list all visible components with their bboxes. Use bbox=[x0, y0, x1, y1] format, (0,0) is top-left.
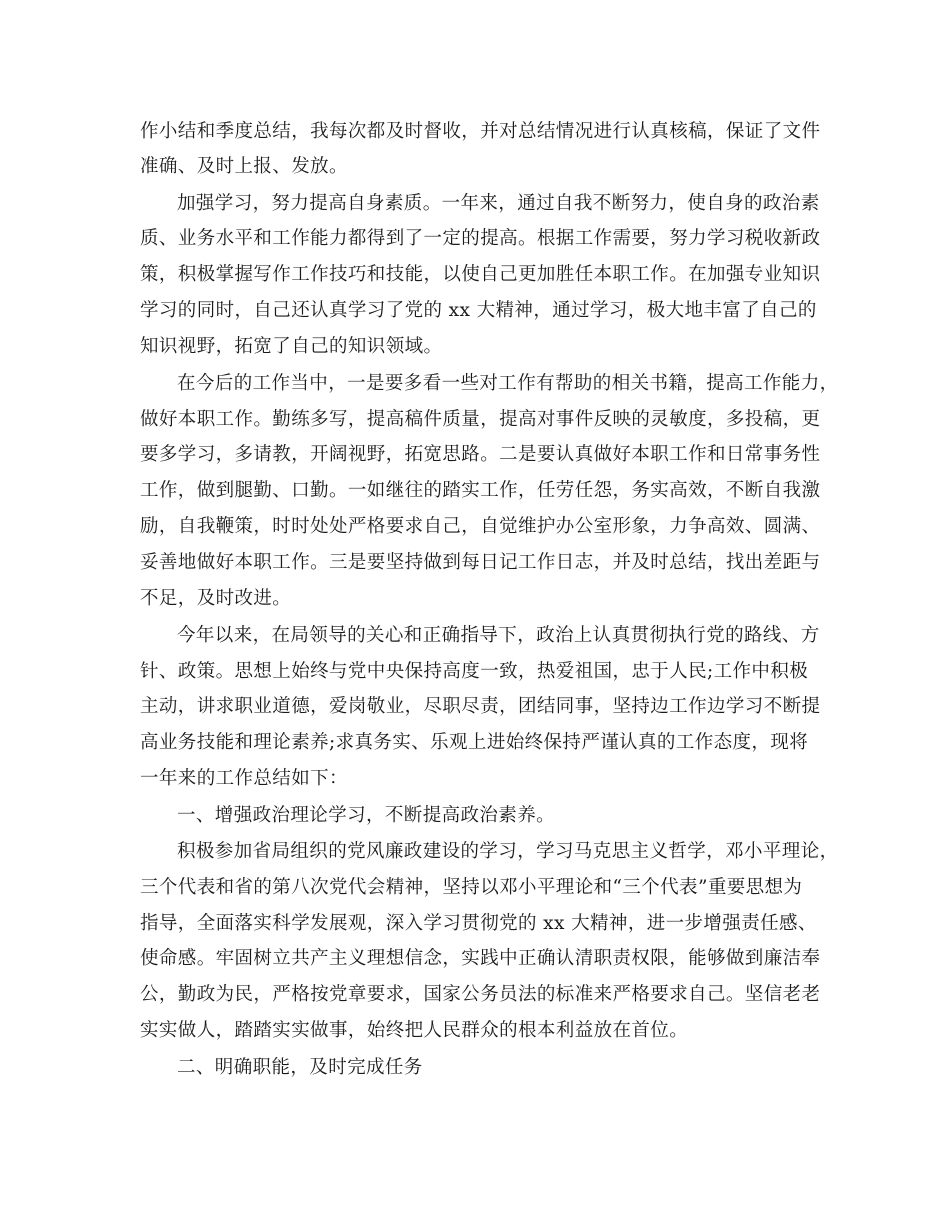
text-line: 要多学习，多请教，开阔视野，拓宽思路。二是要认真做好本职工作和日常事务性 bbox=[140, 444, 821, 465]
text-line: 作小结和季度总结，我每次都及时督收，并对总结情况进行认真核稿，保证了文件 bbox=[140, 121, 821, 142]
text-line: 质、业务水平和工作能力都得到了一定的提高。根据工作需要，努力学习税收新政 bbox=[140, 228, 821, 249]
text-line: 使命感。牢固树立共产主义理想信念，实践中正确认清职责权限，能够做到廉洁奉 bbox=[140, 948, 821, 969]
paragraph-first-line: 积极参加省局组织的党风廉政建设的学习，学习马克思主义哲学，邓小平理论， bbox=[177, 841, 839, 862]
text-line: 公，勤政为民，严格按党章要求，国家公务员法的标准来严格要求自己。坚信老老 bbox=[140, 984, 821, 1005]
text-line: 主动，讲求职业道德，爱岗敬业，尽职尽责，团结同事，坚持边工作边学习不断提 bbox=[140, 696, 821, 717]
text-line: 实实做人，踏踏实实做事，始终把人民群众的根本利益放在首位。 bbox=[140, 1020, 689, 1041]
text-line: 准确、及时上报、发放。 bbox=[140, 156, 348, 177]
paragraph-first-line: 在今后的工作当中，一是要多看一些对工作有帮助的相关书籍，提高工作能力， bbox=[177, 373, 839, 394]
section-heading: 一、增强政治理论学习，不断提高政治素养。 bbox=[177, 805, 556, 826]
paragraph-first-line: 今年以来，在局领导的关心和正确指导下，政治上认真贯彻执行党的路线、方 bbox=[177, 625, 820, 646]
text-line: 三个代表和省的第八次党代会精神，坚持以邓小平理论和“三个代表”重要思想为 bbox=[140, 877, 803, 898]
text-line: 一年来的工作总结如下： bbox=[140, 768, 348, 789]
text-line: 针、政策。思想上始终与党中央保持高度一致，热爱祖国，忠于人民;工作中积极 bbox=[140, 661, 809, 682]
section-heading: 二、明确职能，及时完成任务 bbox=[177, 1057, 423, 1078]
text-line: 做好本职工作。勤练多写，提高稿件质量，提高对事件反映的灵敏度，多投稿，更 bbox=[140, 409, 821, 430]
text-line: 策，积极掌握写作工作技巧和技能，以使自己更加胜任本职工作。在加强专业知识 bbox=[140, 264, 821, 285]
text-line: 学习的同时，自己还认真学习了党的 xx 大精神，通过学习，极大地丰富了自己的 bbox=[140, 300, 817, 321]
text-line: 不足，及时改进。 bbox=[140, 588, 292, 609]
text-line: 知识视野，拓宽了自己的知识领域。 bbox=[140, 336, 443, 357]
text-line: 工作，做到腿勤、口勤。一如继往的踏实工作，任劳任怨，务实高效，不断自我激 bbox=[140, 480, 821, 501]
text-line: 励，自我鞭策，时时处处严格要求自己，自觉维护办公室形象，力争高效、圆满、 bbox=[140, 516, 821, 537]
paragraph-first-line: 加强学习，努力提高自身素质。一年来，通过自我不断努力，使自身的政治素 bbox=[177, 193, 820, 214]
text-line: 高业务技能和理论素养;求真务实、乐观上进始终保持严谨认真的工作态度，现将 bbox=[140, 732, 809, 753]
text-line: 指导，全面落实科学发展观，深入学习贯彻党的 xx 大精神，进一步增强责任感、 bbox=[140, 913, 817, 934]
text-line: 妥善地做好本职工作。三是要坚持做到每日记工作日志，并及时总结，找出差距与 bbox=[140, 552, 821, 573]
